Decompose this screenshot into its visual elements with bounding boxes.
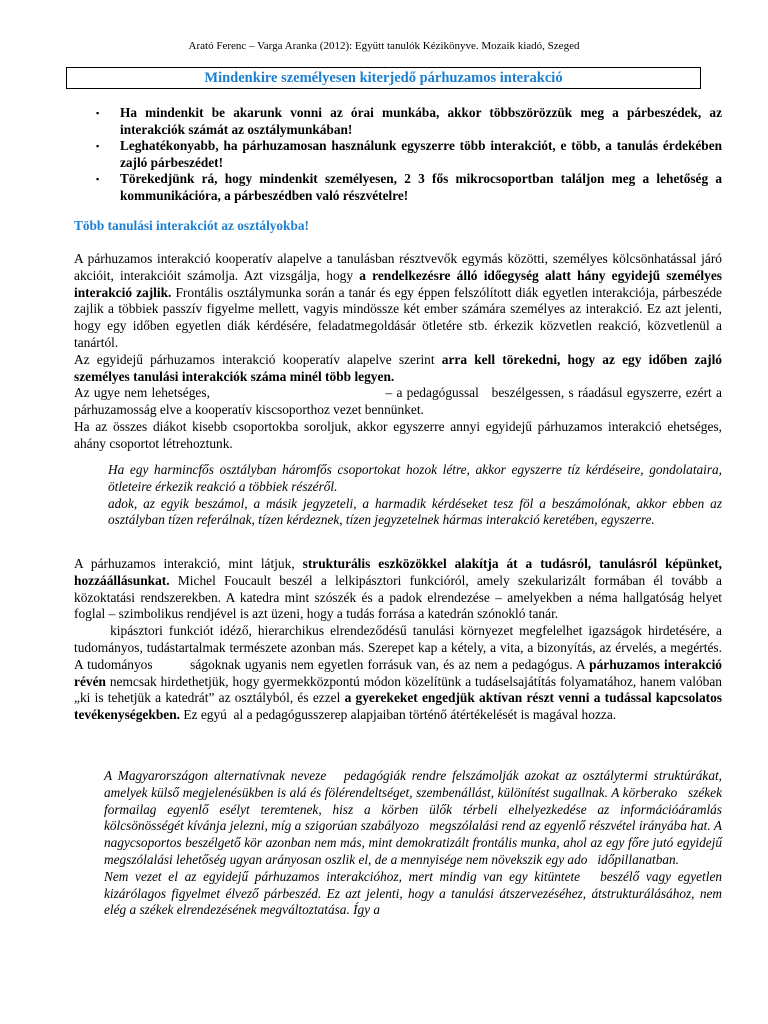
paragraph-emphasis: a gyerekeket engedjük aktívan részt venni a tudással kapcsolatos tevékenységekben. — [74, 690, 726, 723]
paragraph — [74, 352, 722, 386]
quote-text: A Magyarországon alternatívnak neveze pedagógiák rendre felszámolják azokat az osztálytermi struktúrákat, amelyek külső megjelenésükben is alá és fölérendeltséget, szembenállást, különítést sugallnak. A körberako székek formailag egyenlő esélyt teremtenek, hisz a körben ülők térbeli elhelyezkedése az információáramlás kölcsönösségét kívánja jelezni, míg a szigorúan szabályozo megszólalási rend az egyenlő részvétel irányába hat. A nagycsoportos beszélgető kör azonban nem más, mint demokratizált frontális munka, ahol az egy főre jutó egyidejű megszólalási lehetőség ugyan arányosan oszlik el, de a mennyisége nem növekszik egy ado időpillanatban. — [104, 768, 726, 867]
document-title: Mindenkire személyesen kiterjedő párhuzamos interakció — [66, 67, 701, 89]
quote-text: adok, az egyik beszámol, a másik jegyzeteli, a harmadik kérdéseket tesz föl a beszámolónak, akkor ebben az osztályban tízen referálnak, tízen kérdeznek, tízen jegyzetelnek hármas interakció keretében, egyszerre. — [108, 495, 722, 528]
list-item-text: Törekedjünk rá, hogy mindenkit személyesen, 2 3 fős mikrocsoportban találjon meg a lehetőség a kommunikációra, a párbeszédben való részvételre! — [120, 171, 722, 203]
quote-text: Ha egy harmincfős osztályban háromfős csoportokat hozok létre, akkor egyszerre tíz kérdéseire, gondolataira, ötleteire érkezik reakció a többiek részéről. — [108, 462, 722, 494]
paragraph-text: Ez egyú al a pedagógusszerep alapjaiban történő átértékelését is magával hozza. — [180, 707, 617, 723]
list-item — [96, 171, 722, 204]
paragraph-text: A párhuzamos interakció kooperatív alapelve a tanulásban résztvevők egymás közötti, személyes kölcsönhatással járó akcióit, interakcióit számolja. Azt vizsgálja, hogy — [74, 251, 722, 283]
bullet-icon: ▪ — [96, 141, 100, 151]
paragraph-text: nemcsak hirdethetjük, hogy gyermekközpontú módon közelítünk a tudáselsajátítás folyamatához, hanem valóban „ki is tehetjük a katedrát” az osztályból, és ezzel — [74, 673, 726, 706]
bullet-icon: ▪ — [96, 174, 100, 184]
paragraph-text: Az egyidejű párhuzamos interakció kooperatív alapelve szerint — [74, 351, 442, 367]
paragraph — [74, 556, 722, 623]
list-item-text: Leghatékonyabb, ha párhuzamosan használunk egyszerre több interakciót, e több, a tanulás érdekében zajló párbeszédet! — [120, 138, 722, 170]
key-points-list — [96, 105, 722, 204]
page-header-citation: Arató Ferenc – Varga Aranka (2012): Együtt tanulók Kézikönyve. Mozaik kiadó, Szeged — [188, 40, 580, 52]
paragraph-text: A párhuzamos interakció, mint látjuk, — [74, 556, 303, 571]
list-item-text: Ha mindenkit be akarunk vonni az órai munkába, akkor többszörözzük meg a párbeszédek, az interakciók számát az osztálymunkában! — [120, 105, 722, 137]
paragraph-text: kipásztori funkciót idéző, hierarchikus elrendeződésű tanulási környezet megfelelhet igazságok hirdetésére, a tudományos, tudástartalmak természete azonban más. Szerepet kap a kétely, a vita, a bizonyítás, az érvelés, a megértés. A tudományos ságoknak ugyanis nem egyetlen forrásuk van, és az nem a pedagógus. A — [74, 623, 726, 672]
paragraph-emphasis: a rendelkezésre álló időegység alatt hány egyidejű személyes interakció zajlik. — [74, 267, 722, 300]
paragraph-text: Michel Foucault beszél a lelkipásztori funkcióról, amely szekularizált formában él tovább a közoktatási rendszerekben. A katedra mint szószék és a padok elrendezése – amelyekben a néma hallgatóság helyet foglal – szimbolikus rendjével is azt üzeni, hogy a tudás forrása a katedrán szónokló tanár. — [74, 572, 722, 622]
list-item — [96, 105, 722, 138]
list-item — [96, 138, 722, 171]
bullet-icon: ▪ — [96, 108, 100, 118]
paragraph — [74, 251, 722, 352]
paragraph-text: Frontális osztálymunka során a tanár és egy éppen felszólított diák egyetlen interakciója, párbeszéde zajlik a többiek passzív figyelme mellett, vagyis mindössze két ember számára személyes az interakció. Ez azt jelenti, hogy egy időben egyetlen diák kérdésére, feladatmegoldásár ötletére stb. érkezik közvetlen reakció, közvetlenül a tanártól. — [74, 284, 722, 350]
paragraph-emphasis: strukturális eszközökkel alakítja át a tudásról, tanulásról képünket, hozzáállásunkat. — [74, 556, 722, 588]
paragraph-emphasis: párhuzamos interakció révén — [74, 656, 726, 689]
quote-text: Nem vezet el az egyidejű párhuzamos interakcióhoz, mert mindig van egy kitüntete beszélő vagy egyetlen kizárólagos figyelmet élvező párbeszéd. Ez azt jelenti, hogy a tanulási átszervezéséhez, átstrukturálásához, nem elég a székek elrendezésének megváltoztatása. Így a — [104, 868, 726, 918]
paragraph-emphasis: arra kell törekedni, hogy az egy időben zajló személyes tanulási interakciók száma minél több legyen. — [74, 351, 722, 384]
section-heading: Több tanulási interakciót az osztályokba! — [74, 218, 309, 233]
body-text-block-2 — [74, 556, 726, 724]
example-quote-2 — [104, 768, 726, 919]
example-quote-1 — [108, 462, 722, 529]
paragraph — [74, 623, 726, 724]
paragraph: Az ugye nem lehetséges, – a pedagógussal beszélgessen, s ráadásul egyszerre, ezért a párhuzamosság elve a kooperatív kiscsoporthoz vezet bennünket. — [74, 385, 726, 418]
body-text-block-1 — [74, 251, 726, 453]
paragraph: Ha az összes diákot kisebb csoportokba soroljuk, akkor egyszerre annyi egyidejű párhuzamos interakció ehetséges, ahány csoportot létrehoztunk. — [74, 418, 722, 451]
